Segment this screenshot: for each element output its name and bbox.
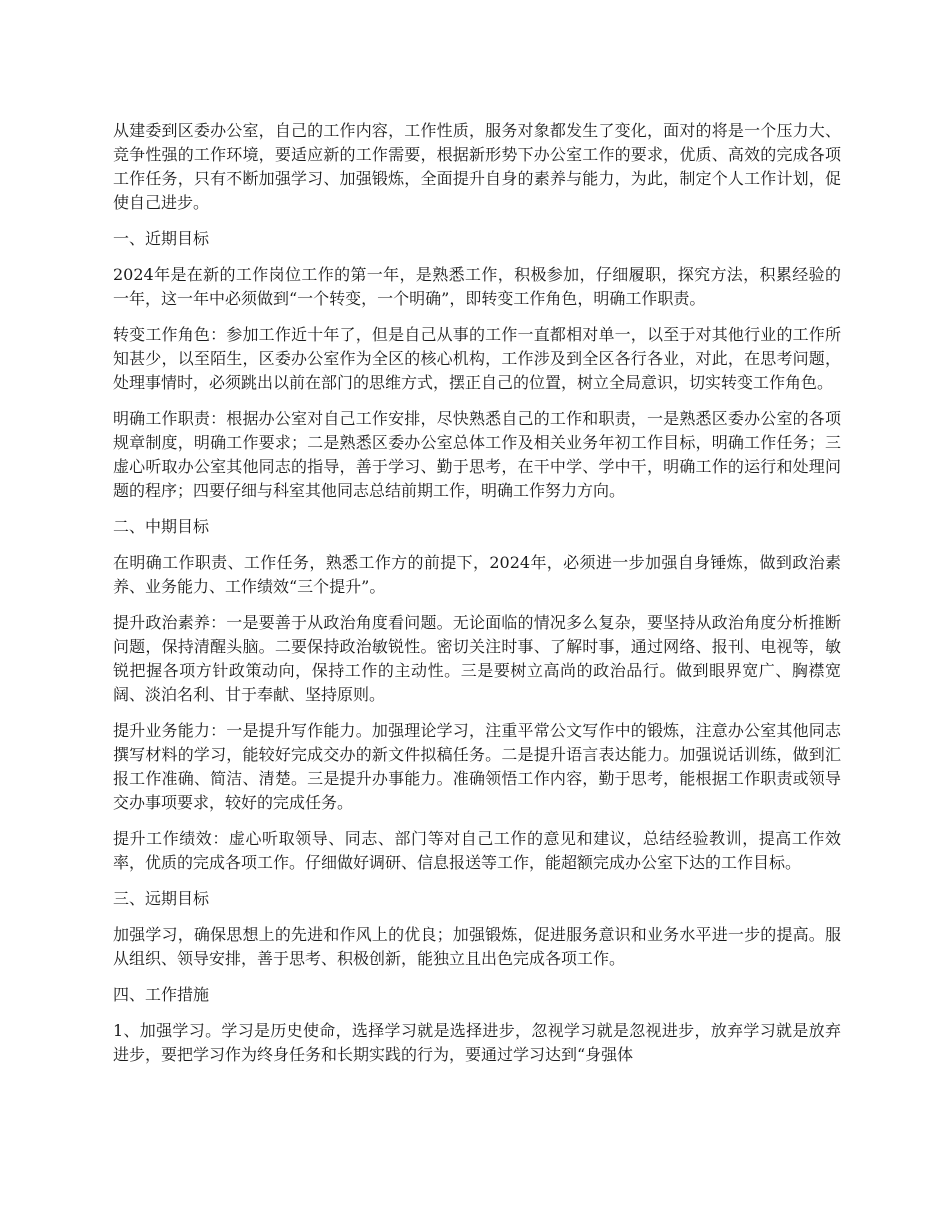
- work-performance-paragraph: 提升工作绩效：虚心听取领导、同志、部门等对自己工作的意见和建议，总结经验教训，提高工作效率，优质的完成各项工作。仔细做好调研、信息报送等工作，能超额完成办公室下达的工作目标。: [113, 829, 841, 872]
- political-quality-paragraph: 提升政治素养：一是要善于从政治角度看问题。无论面临的情况多么复杂，要坚持从政治角度分析推断问题，保持清醒头脑。二要保持政治敏锐性。密切关注时事、了解时事，通过网络、报刊、电视等，敏锐把握各项方针政策动向，保持工作的主动性。三是要树立高尚的政治品行。做到眼界宽广、胸襟宽阔、淡泊名利、甘于奉献、坚持原则。: [113, 613, 841, 704]
- section-heading-near-term: 一、近期目标: [113, 229, 210, 248]
- clarify-duty-paragraph: 明确工作职责：根据办公室对自己工作安排，尽快熟悉自己的工作和职责，一是熟悉区委办公室的各项规章制度，明确工作要求；二是熟悉区委办公室总体工作及相关业务年初工作目标，明确工作任务；三虚心听取办公室其他同志的指导，善于学习、勤于思考，在干中学、学中干，明确工作的运行和处理问题的程序；四要仔细与科室其他同志总结前期工作，明确工作努力方向。: [113, 409, 841, 500]
- section-heading-mid-term: 二、中期目标: [113, 517, 210, 536]
- section-heading-measures: 四、工作措施: [113, 985, 210, 1004]
- measure-study-paragraph: 1、加强学习。学习是历史使命，选择学习就是选择进步，忽视学习就是忽视进步，放弃学习就是放弃进步，要把学习作为终身任务和长期实践的行为，要通过学习达到“身强体: [113, 1021, 841, 1064]
- near-term-paragraph: 2024年是在新的工作岗位工作的第一年，是熟悉工作，积极参加，仔细履职，探究方法，积累经验的一年，这一年中必须做到“一个转变，一个明确”，即转变工作角色，明确工作职责。: [113, 265, 841, 308]
- intro-paragraph: 从建委到区委办公室，自己的工作内容，工作性质，服务对象都发生了变化，面对的将是一个压力大、竞争性强的工作环境，要适应新的工作需要，根据新形势下办公室工作的要求，优质、高效的完成各项工作任务，只有不断加强学习、加强锻炼，全面提升自身的素养与能力，为此，制定个人工作计划，促使自己进步。: [113, 121, 841, 212]
- business-ability-paragraph: 提升业务能力：一是提升写作能力。加强理论学习，注重平常公文写作中的锻炼，注意办公室其他同志撰写材料的学习，能较好完成交办的新文件拟稿任务。二是提升语言表达能力。加强说话训练，做到汇报工作准确、简洁、清楚。三是提升办事能力。准确领悟工作内容，勤于思考，能根据工作职责或领导交办事项要求，较好的完成任务。: [113, 721, 841, 812]
- mid-term-paragraph: 在明确工作职责、工作任务，熟悉工作方的前提下，2024年，必须进一步加强自身锤炼，做到政治素养、业务能力、工作绩效“三个提升”。: [113, 553, 841, 596]
- document-page: [113, 119, 841, 1079]
- change-role-paragraph: 转变工作角色：参加工作近十年了，但是自己从事的工作一直都相对单一，以至于对其他行业的工作所知甚少，以至陌生，区委办公室作为全区的核心机构，工作涉及到全区各行各业，对此，在思考问题，处理事情时，必须跳出以前在部门的思维方式，摆正自己的位置，树立全局意识，切实转变工作角色。: [113, 325, 841, 392]
- long-term-paragraph: 加强学习，确保思想上的先进和作风上的优良；加强锻炼，促进服务意识和业务水平进一步的提高。服从组织、领导安排，善于思考、积极创新，能独立且出色完成各项工作。: [113, 925, 841, 968]
- section-heading-long-term: 三、远期目标: [113, 889, 210, 908]
